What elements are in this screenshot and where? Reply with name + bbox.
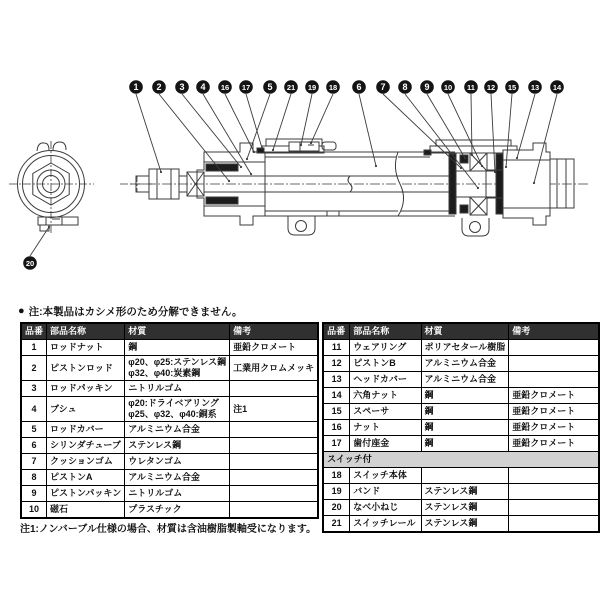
- table-row: [323, 468, 599, 484]
- cell-no: 16: [323, 420, 350, 436]
- callout-number-6: 6: [356, 82, 362, 93]
- cell-name: スペーサ: [350, 404, 421, 420]
- callout-number-17: 17: [241, 83, 251, 93]
- cell-name: ナット: [350, 420, 421, 436]
- leader-dot-17: [261, 147, 263, 149]
- cell-remark: [230, 470, 319, 486]
- material-line: φ20、φ25:ステンレス鋼: [128, 357, 227, 367]
- cell-remark: [509, 340, 599, 356]
- callout-number-19: 19: [307, 83, 317, 93]
- cell-no: 19: [323, 484, 350, 500]
- col-header-name: 部品名称: [47, 323, 125, 340]
- switch-section-row: [323, 452, 599, 468]
- col-header-remark: 備考: [509, 323, 599, 340]
- cell-remark: [230, 454, 319, 470]
- cell-material: [125, 454, 230, 470]
- cell-name: ロッドナット: [47, 340, 125, 356]
- cell-remark: 注1: [230, 397, 319, 422]
- cell-name: ヘッドカバー: [350, 372, 421, 388]
- table-row: [323, 436, 599, 452]
- col-header-material: 材質: [125, 323, 230, 340]
- col-header-name: 部品名称: [350, 323, 421, 340]
- cell-name: 歯付座金: [350, 436, 421, 452]
- cell-no: 15: [323, 404, 350, 420]
- cell-material: [125, 356, 230, 381]
- cell-material: [125, 470, 230, 486]
- cell-material: [421, 388, 509, 404]
- cell-material: [421, 420, 509, 436]
- cell-no: 2: [21, 356, 47, 381]
- callout-number-8: 8: [402, 82, 408, 93]
- table-row: [323, 340, 599, 356]
- table-row: [21, 454, 318, 470]
- cell-material: [421, 500, 509, 516]
- cell-remark: [230, 422, 319, 438]
- cell-remark: [509, 516, 599, 533]
- cell-remark: [509, 484, 599, 500]
- parts-table-right: [322, 322, 600, 533]
- callout-number-2: 2: [156, 82, 162, 93]
- cylinder-section-view: [130, 139, 590, 236]
- table-row: [323, 516, 599, 533]
- callout-number-20: 20: [25, 259, 35, 269]
- leader-line-1: [136, 94, 161, 172]
- table-row: [21, 438, 318, 454]
- callout-number-1: 1: [133, 82, 139, 93]
- table-row: [323, 356, 599, 372]
- table-row: [323, 388, 599, 404]
- callout-number-7: 7: [380, 82, 386, 93]
- material-line: アルミニウム合金: [128, 472, 200, 482]
- cell-name: バンド: [350, 484, 421, 500]
- cell-material: [421, 340, 509, 356]
- cell-remark: 亜鉛クロメート: [230, 340, 319, 356]
- material-line: アルミニウム合金: [424, 358, 497, 368]
- material-line: φ32、φ40:炭素鋼: [128, 368, 201, 378]
- material-line: φ20:ドライベアリング: [128, 398, 219, 408]
- cell-material: [421, 516, 509, 533]
- col-header-material: 材質: [421, 323, 509, 340]
- leader-line-18: [311, 94, 333, 143]
- material-line: ニトリルゴム: [128, 383, 183, 393]
- cell-material: [125, 438, 230, 454]
- callout-number-12: 12: [486, 83, 496, 93]
- cell-no: 8: [21, 470, 47, 486]
- material-line: ウレタンゴム: [128, 456, 182, 466]
- cell-material: [421, 484, 509, 500]
- callout-number-21: 21: [286, 83, 296, 93]
- leader-line-13: [517, 94, 535, 158]
- table-row: [21, 397, 318, 422]
- bullet-icon: ●: [18, 305, 25, 317]
- cell-material: [125, 340, 230, 356]
- cell-name: シリンダチューブ: [47, 438, 125, 454]
- table-row: [323, 420, 599, 436]
- cell-no: 6: [21, 438, 47, 454]
- cell-name: 六角ナット: [350, 388, 421, 404]
- switch-section-label: スイッチ付: [323, 452, 599, 468]
- leader-line-19: [301, 94, 312, 145]
- leader-dot-6: [375, 165, 377, 167]
- table-row: [21, 381, 318, 397]
- cell-material: [421, 404, 509, 420]
- cell-material: [125, 422, 230, 438]
- leader-dot-8: [477, 187, 479, 189]
- cell-name: ブシュ: [47, 397, 125, 422]
- callout-number-11: 11: [467, 83, 475, 93]
- leader-line-2: [159, 94, 229, 181]
- leader-dot-2: [228, 180, 230, 182]
- leader-line-12: [491, 94, 495, 172]
- callout-number-16: 16: [220, 83, 230, 93]
- table-row: [323, 404, 599, 420]
- material-line: ステンレス鋼: [424, 502, 478, 512]
- table-row: [21, 356, 318, 381]
- material-line: プラスチック: [128, 504, 182, 514]
- cell-no: 4: [21, 397, 47, 422]
- material-line: ステンレス鋼: [424, 486, 478, 496]
- callout-layer: [23, 80, 564, 270]
- leader-dot-19: [300, 144, 302, 146]
- table-row: [323, 500, 599, 516]
- callout-number-4: 4: [200, 82, 206, 93]
- cell-no: 10: [21, 502, 47, 519]
- leader-line-9: [427, 94, 465, 158]
- cell-remark: [230, 502, 319, 519]
- cell-remark: [230, 486, 319, 502]
- cell-name: クッションゴム: [47, 454, 125, 470]
- cell-remark: 亜鉛クロメート: [509, 436, 599, 452]
- material-line: 鋼: [424, 406, 434, 416]
- material-line: 鋼: [424, 438, 434, 448]
- cell-name: ロッドカバー: [47, 422, 125, 438]
- leader-dot-13: [516, 157, 518, 159]
- cell-remark: [509, 468, 599, 484]
- cell-material: [125, 486, 230, 502]
- table-row: [323, 372, 599, 388]
- material-line: ステンレス鋼: [424, 518, 478, 528]
- cell-remark: [509, 356, 599, 372]
- callout-number-14: 14: [552, 83, 562, 93]
- cell-name: ピストンB: [350, 356, 421, 372]
- material-line: ポリアセタール樹脂: [424, 342, 506, 352]
- leader-dot-11: [471, 154, 473, 156]
- cell-no: 7: [21, 454, 47, 470]
- leader-line-8: [405, 94, 478, 188]
- cell-name: ピストンロッド: [47, 356, 125, 381]
- table-row: [21, 470, 318, 486]
- material-line: 鋼: [424, 390, 434, 400]
- leader-dot-9: [464, 157, 466, 159]
- material-line: アルミニウム合金: [128, 424, 200, 434]
- cell-remark: [509, 372, 599, 388]
- note-bottom: 注1:ノンバーブル仕様の場合、材質は含油樹脂製軸受になります。: [20, 524, 317, 535]
- col-header-no: 品番: [21, 323, 47, 340]
- table-header-row: [323, 323, 599, 340]
- table-row: [21, 486, 318, 502]
- cell-no: 17: [323, 436, 350, 452]
- col-header-remark: 備考: [230, 323, 319, 340]
- cell-name: 磁石: [47, 502, 125, 519]
- leader-dot-21: [272, 149, 274, 151]
- leader-dot-20: [48, 226, 50, 228]
- leader-dot-12: [494, 171, 496, 173]
- cell-name: ロッドパッキン: [47, 381, 125, 397]
- callout-number-18: 18: [328, 83, 338, 93]
- callout-number-15: 15: [507, 83, 517, 93]
- cell-name: スイッチレール: [350, 516, 421, 533]
- leader-line-6: [359, 94, 376, 166]
- cell-no: 5: [21, 422, 47, 438]
- cell-remark: 亜鉛クロメート: [509, 388, 599, 404]
- leader-line-21: [273, 94, 291, 150]
- leader-dot-3: [240, 166, 242, 168]
- callout-number-5: 5: [267, 82, 273, 93]
- col-header-no: 品番: [323, 323, 350, 340]
- cell-name: ピストンパッキン: [47, 486, 125, 502]
- cell-no: 11: [323, 340, 350, 356]
- table-row: [323, 484, 599, 500]
- table-header-row: [21, 323, 318, 340]
- leader-dot-5: [246, 158, 248, 160]
- cell-name: ピストンA: [47, 470, 125, 486]
- cell-material: [421, 468, 509, 484]
- cell-material: [125, 502, 230, 519]
- leader-line-3: [182, 94, 241, 167]
- material-line: φ25、φ32、φ40:銅系: [128, 409, 217, 419]
- cell-name: なべ小ねじ: [350, 500, 421, 516]
- cell-no: 13: [323, 372, 350, 388]
- table-row: [21, 422, 318, 438]
- note-top-text: 注:本製品はカシメ形のため分解できません。: [28, 306, 243, 318]
- cell-no: 21: [323, 516, 350, 533]
- callout-number-10: 10: [443, 83, 453, 93]
- cell-remark: 工業用クロムメッキ: [230, 356, 319, 381]
- material-line: 鋼: [128, 342, 138, 352]
- leader-dot-10: [481, 165, 483, 167]
- cell-no: 12: [323, 356, 350, 372]
- cell-no: 18: [323, 468, 350, 484]
- material-line: 鋼: [424, 422, 434, 432]
- leader-dot-18: [310, 142, 312, 144]
- cell-remark: [509, 500, 599, 516]
- cell-remark: [230, 438, 319, 454]
- cell-name: ウェアリング: [350, 340, 421, 356]
- callout-number-3: 3: [179, 82, 185, 93]
- cell-material: [125, 397, 230, 422]
- cell-no: 14: [323, 388, 350, 404]
- cell-no: 20: [323, 500, 350, 516]
- cell-no: 3: [21, 381, 47, 397]
- cell-no: 9: [21, 486, 47, 502]
- material-line: ニトリルゴム: [128, 488, 183, 498]
- leader-dot-4: [250, 173, 252, 175]
- cell-name: スイッチ本体: [350, 468, 421, 484]
- material-line: ステンレス鋼: [128, 440, 182, 450]
- leader-dot-15: [505, 166, 507, 168]
- leader-dot-14: [533, 182, 535, 184]
- table-row: [21, 502, 318, 519]
- material-line: アルミニウム合金: [424, 374, 497, 384]
- leader-dot-1: [160, 171, 162, 173]
- cell-remark: [230, 381, 319, 397]
- note-top: [18, 304, 242, 319]
- parts-table-left: [20, 322, 319, 519]
- cell-remark: 亜鉛クロメート: [509, 420, 599, 436]
- cell-material: [421, 356, 509, 372]
- table-row: [21, 340, 318, 356]
- cell-material: [421, 372, 509, 388]
- cell-material: [421, 436, 509, 452]
- parts-tables: [20, 322, 600, 533]
- callout-number-13: 13: [530, 83, 540, 93]
- cylinder-front-view: [9, 141, 152, 234]
- cell-material: [125, 381, 230, 397]
- callout-number-9: 9: [424, 82, 430, 93]
- cell-remark: 亜鉛クロメート: [509, 404, 599, 420]
- cell-no: 1: [21, 340, 47, 356]
- leader-dot-16: [253, 151, 255, 153]
